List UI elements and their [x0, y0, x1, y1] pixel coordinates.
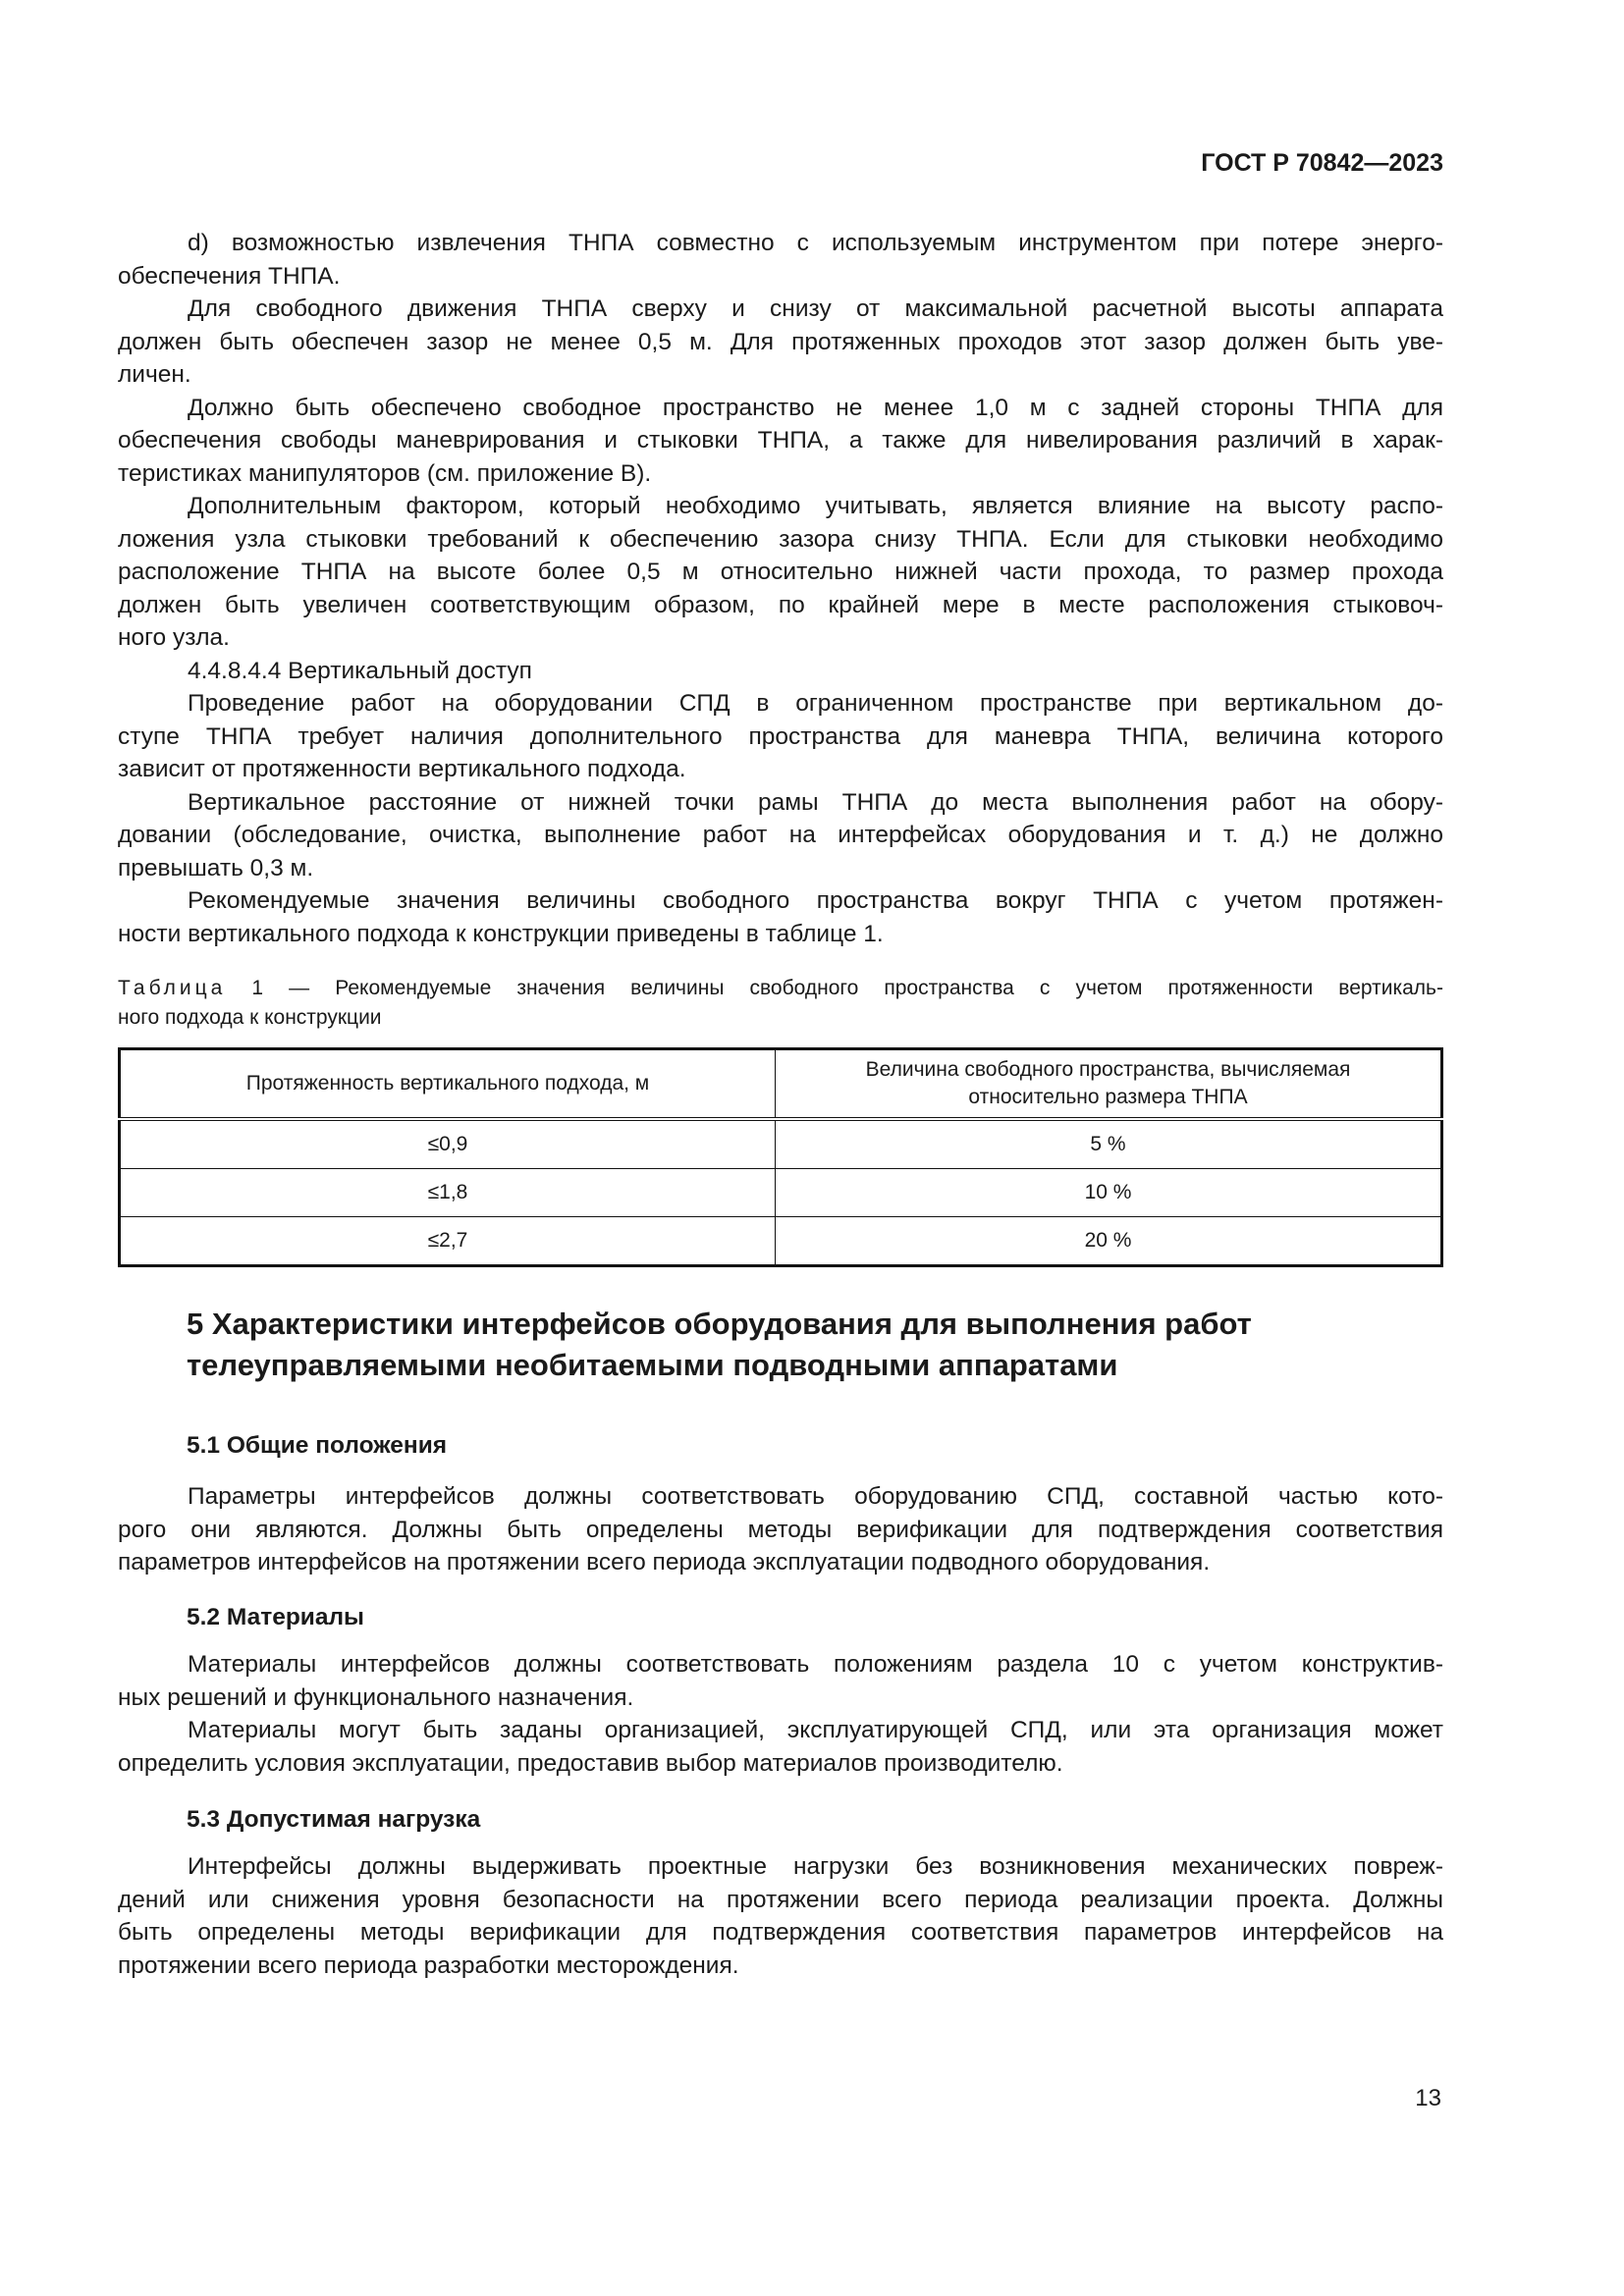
section-5-heading: [187, 1304, 1443, 1386]
heading-line: телеуправляемыми необитаемыми подводными аппаратами: [187, 1348, 1118, 1382]
table-1: [118, 1047, 1443, 1267]
column-header-line: Величина свободного пространства, вычисляемая: [865, 1058, 1351, 1081]
section-5-1-heading: 5.1 Общие положения: [187, 1432, 448, 1459]
section-5-1-text: [118, 1480, 1443, 1579]
paragraph-line: зависит от протяженности вертикального подхода.: [118, 756, 686, 782]
paragraph-line: Вертикальное расстояние от нижней точки рамы ТНПА до места выполнения работ на обору-: [188, 788, 1443, 816]
paragraph-line: должен быть обеспечен зазор не менее 0,5 м. Для протяженных проходов этот зазор должен быть уве-: [118, 328, 1443, 355]
paragraph-line: ного узла.: [118, 624, 230, 651]
paragraph-line: определить условия эксплуатации, предоставив выбор материалов производителю.: [118, 1749, 1063, 1777]
paragraph-line: обеспечения ТНПА.: [118, 262, 341, 290]
paragraph-line: личен.: [118, 361, 191, 388]
paragraph-line: Проведение работ на оборудовании СПД в ограниченном пространстве при вертикальном до-: [188, 690, 1443, 717]
paragraph-line: превышать 0,3 м.: [118, 854, 314, 881]
column-header-approach-length: Протяженность вертикального подхода, м: [120, 1049, 776, 1120]
paragraph-line: дений или снижения уровня безопасности на протяжении всего периода реализации проекта. Должны: [118, 1886, 1443, 1913]
paragraph-line: протяжении всего периода разработки месторождения.: [118, 1951, 739, 1979]
paragraph-line: ных решений и функционального назначения.: [118, 1683, 634, 1711]
paragraph-line: ступе ТНПА требует наличия дополнительного пространства для маневра ТНПА, величина которого: [118, 722, 1443, 750]
table-header-row: [120, 1049, 1442, 1120]
section-5-3-text: [118, 1850, 1443, 1982]
table-caption: [118, 974, 1443, 1033]
heading-line: 5 Характеристики интерфейсов оборудования для выполнения работ: [187, 1307, 1252, 1341]
paragraph-line: параметров интерфейсов на протяжении всего периода эксплуатации подводного оборудования.: [118, 1549, 1211, 1575]
table-cell: ≤0,9: [120, 1119, 776, 1169]
paragraph-line: Дополнительным фактором, который необходимо учитывать, является влияние на высоту распо-: [188, 493, 1443, 519]
section-5-2-heading: 5.2 Материалы: [187, 1604, 364, 1630]
paragraph-line: теристиках манипуляторов (см. приложение В).: [118, 459, 652, 487]
table-cell: ≤1,8: [120, 1169, 776, 1217]
table-row: [120, 1119, 1442, 1169]
table-cell: 20 %: [776, 1217, 1442, 1266]
paragraph-line: Параметры интерфейсов должны соответствовать оборудованию СПД, составной частью кото-: [188, 1483, 1443, 1510]
table-label: Таблица: [118, 977, 227, 999]
table-caption-text: 1 — Рекомендуемые значения величины свободного пространства с учетом протяженности вертикаль-: [226, 977, 1443, 999]
column-header-free-space: [776, 1049, 1442, 1120]
paragraph-line: Рекомендуемые значения величины свободного пространства вокруг ТНПА с учетом протяжен-: [188, 887, 1443, 914]
table-cell: 5 %: [776, 1119, 1442, 1169]
paragraph-line: 4.4.8.4.4 Вертикальный доступ: [188, 657, 532, 684]
section-5-2-text: [118, 1648, 1443, 1780]
table-row: [120, 1217, 1442, 1266]
paragraph-line: d) возможностью извлечения ТНПА совместно с используемым инструментом при потере энерго-: [188, 230, 1443, 256]
paragraph-line: Должно быть обеспечено свободное пространство не менее 1,0 м с задней стороны ТНПА для: [188, 394, 1443, 421]
paragraph-line: довании (обследование, очистка, выполнение работ на интерфейсах оборудования и т. д.) не должно: [118, 822, 1443, 848]
body-text-top: [118, 227, 1443, 950]
column-header-line: относительно размера ТНПА: [968, 1086, 1248, 1108]
paragraph-line: расположение ТНПА на высоте более 0,5 м относительно нижней части прохода, то размер прохода: [118, 559, 1443, 585]
paragraph-line: Материалы могут быть заданы организацией, эксплуатирующей СПД, или эта организация может: [188, 1717, 1443, 1743]
section-5-3-heading: 5.3 Допустимая нагрузка: [187, 1806, 481, 1833]
page-number: 13: [1415, 2085, 1441, 2111]
paragraph-line: Интерфейсы должны выдерживать проектные нагрузки без возникновения механических повреж-: [188, 1853, 1443, 1880]
table-cell: ≤2,7: [120, 1217, 776, 1266]
paragraph-line: рого они являются. Должны быть определены методы верификации для подтверждения соответствия: [118, 1516, 1443, 1543]
paragraph-line: обеспечения свободы маневрирования и стыковки ТНПА, а также для нивелирования различий в харак-: [118, 427, 1443, 454]
paragraph-line: должен быть увеличен соответствующим образом, по крайней мере в месте расположения стыковоч-: [118, 591, 1443, 618]
document-code-header: ГОСТ Р 70842—2023: [1201, 149, 1443, 177]
table-cell: 10 %: [776, 1169, 1442, 1217]
paragraph-line: Для свободного движения ТНПА сверху и снизу от максимальной расчетной высоты аппарата: [188, 295, 1443, 322]
paragraph-line: ложения узла стыковки требований к обеспечению зазора снизу ТНПА. Если для стыковки необходимо: [118, 525, 1443, 553]
table-row: [120, 1169, 1442, 1217]
paragraph-line: Материалы интерфейсов должны соответствовать положениям раздела 10 с учетом конструктив-: [188, 1651, 1443, 1678]
paragraph-line: быть определены методы верификации для подтверждения соответствия параметров интерфейсов на: [118, 1919, 1443, 1946]
table-caption-line: ного подхода к конструкции: [118, 1006, 382, 1029]
paragraph-line: ности вертикального подхода к конструкции приведены в таблице 1.: [118, 920, 884, 947]
